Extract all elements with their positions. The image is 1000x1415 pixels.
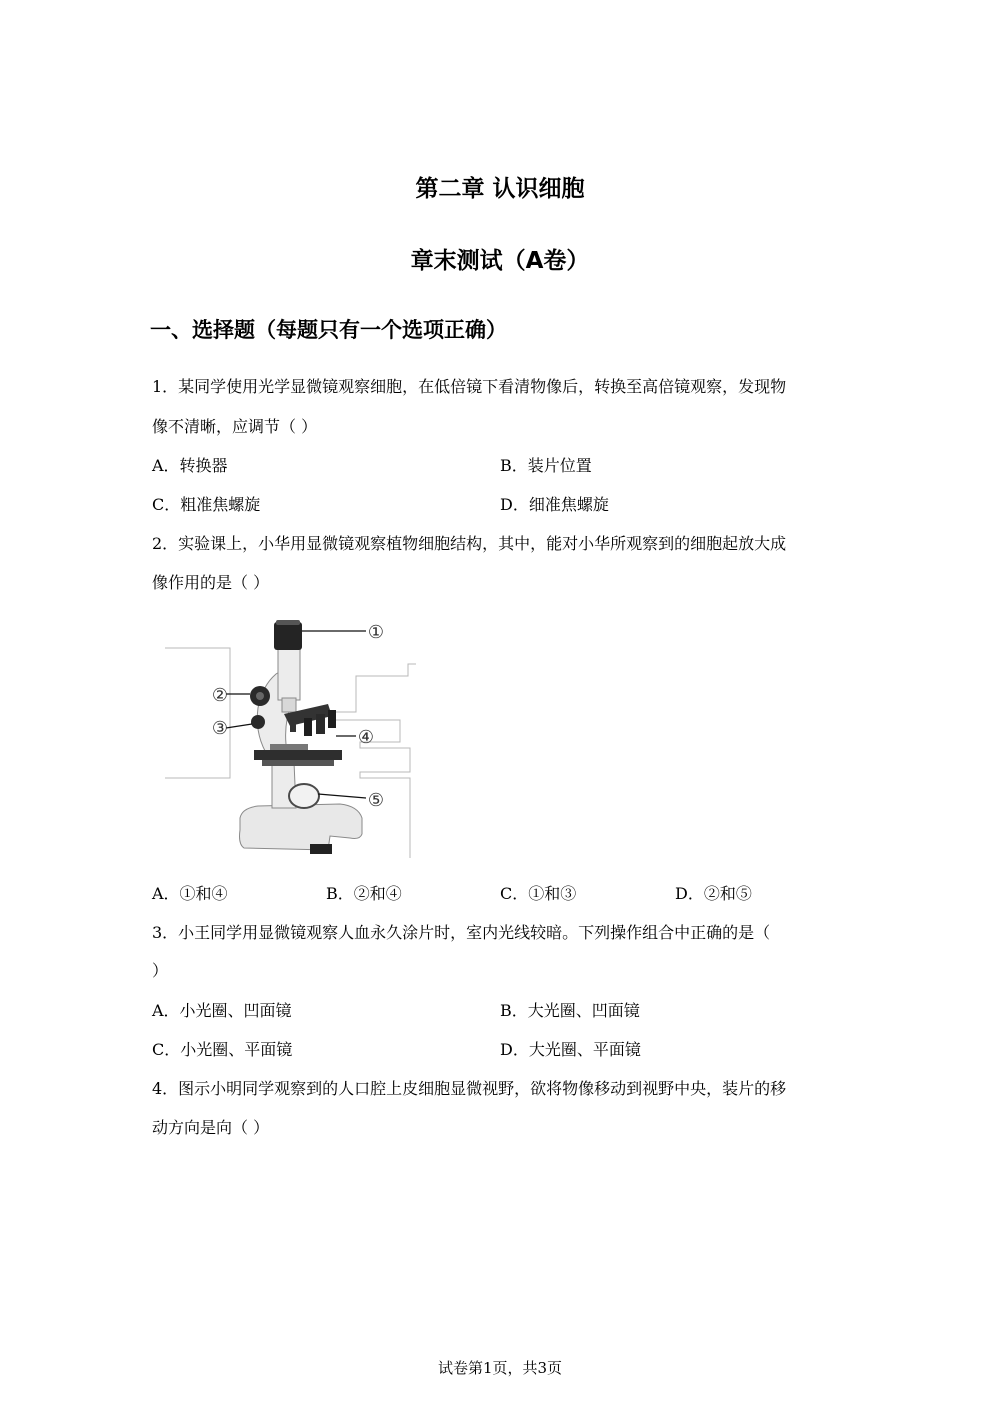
question-2-option-d: D．②和⑤ [675, 884, 752, 903]
question-3-line-2: ） [152, 961, 169, 980]
chapter-title: 第二章 认识细胞 [415, 176, 585, 202]
label-mirror: ⑤ [367, 790, 385, 811]
question-1-line-2: 像不清晰，应调节（ ） [152, 417, 318, 436]
question-3-line-1: 3．小王同学用显微镜观察人血永久涂片时，室内光线较暗。下列操作组合中正确的是（ [152, 923, 771, 942]
question-4-line-1: 4．图示小明同学观察到的人口腔上皮细胞显微视野，欲将物像移动到视野中央，装片的移 [152, 1079, 787, 1098]
question-1-option-c: C．粗准焦螺旋 [152, 495, 261, 514]
question-3-option-c: C．小光圈、平面镜 [152, 1040, 293, 1059]
question-3-option-a: A．小光圈、凹面镜 [152, 1001, 292, 1020]
microscope-figure [160, 612, 422, 864]
section-heading: 一、选择题（每题只有一个选项正确） [150, 318, 507, 342]
question-1-option-a: A．转换器 [152, 456, 228, 475]
question-1-option-b: B．装片位置 [500, 456, 592, 475]
page-footer: 试卷第1页，共3页 [437, 1359, 563, 1377]
question-2-line-2: 像作用的是（ ） [152, 573, 270, 592]
question-2-option-b: B．②和④ [326, 884, 402, 903]
question-1-line-1: 1．某同学使用光学显微镜观察细胞，在低倍镜下看清物像后，转换至高倍镜观察，发现物 [152, 377, 787, 396]
label-fine-focus: ③ [211, 718, 229, 739]
test-subtitle: 章末测试（A卷） [410, 248, 590, 274]
question-3-option-b: B．大光圈、凹面镜 [500, 1001, 640, 1020]
label-objective: ④ [357, 727, 375, 748]
question-3-option-d: D．大光圈、平面镜 [500, 1040, 641, 1059]
question-2-line-1: 2．实验课上，小华用显微镜观察植物细胞结构，其中，能对小华所观察到的细胞起放大成 [152, 534, 787, 553]
question-2-option-a: A．①和④ [152, 884, 228, 903]
label-eyepiece: ① [367, 622, 385, 643]
label-coarse-focus: ② [211, 685, 229, 706]
question-1-option-d: D．细准焦螺旋 [500, 495, 609, 514]
question-4-line-2: 动方向是向（ ） [152, 1118, 270, 1137]
question-2-option-c: C．①和③ [500, 884, 577, 903]
